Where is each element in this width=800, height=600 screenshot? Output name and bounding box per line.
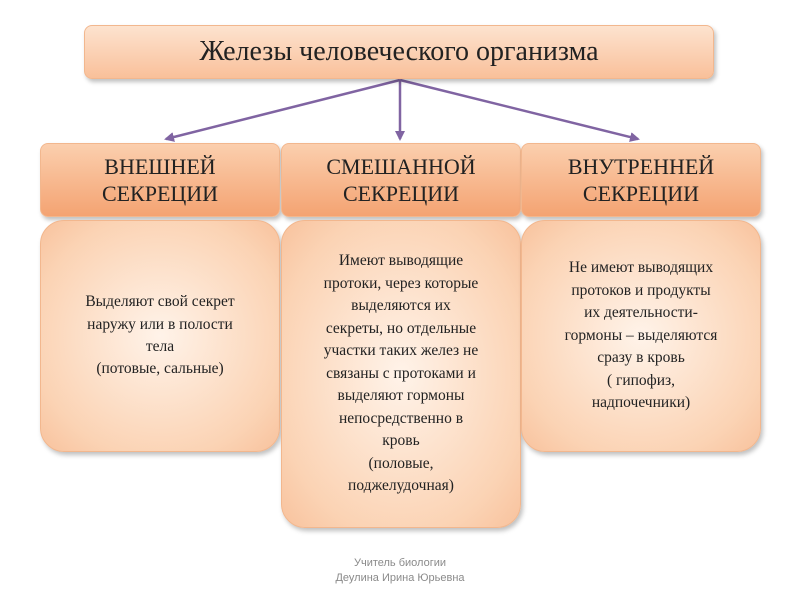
arrow-to-internal [400, 80, 638, 139]
description-internal-secretion: Не имеют выводящих протоков и продукты их деятельности- гормоны – выделяются сразу в кровь ( гипофиз, надпочечники) [521, 220, 761, 452]
description-external-secretion: Выделяют свой секрет наружу или в полости тела (потовые, сальные) [40, 220, 280, 452]
footer-line-2: Деулина Ирина Юрьевна [335, 572, 465, 585]
author-footer [0, 556, 800, 587]
description-mixed-secretion: Имеют выводящие протоки, через которые выделяются их секреты, но отдельные участки таких желез не связаны с протоками и выделяют гормоны непосредственно в кровь (половые, поджелудочная) [281, 220, 521, 528]
diagram-title: Железы человеческого организма [84, 25, 714, 79]
footer-line-1: Учитель биологии [353, 557, 447, 569]
header-internal-secretion: ВНУТРЕННЕЙ СЕКРЕЦИИ [521, 143, 761, 217]
header-external-secretion: ВНЕШНЕЙ СЕКРЕЦИИ [40, 143, 280, 217]
header-mixed-secretion: СМЕШАННОЙ СЕКРЕЦИИ [281, 143, 521, 217]
arrow-to-external [166, 80, 400, 139]
